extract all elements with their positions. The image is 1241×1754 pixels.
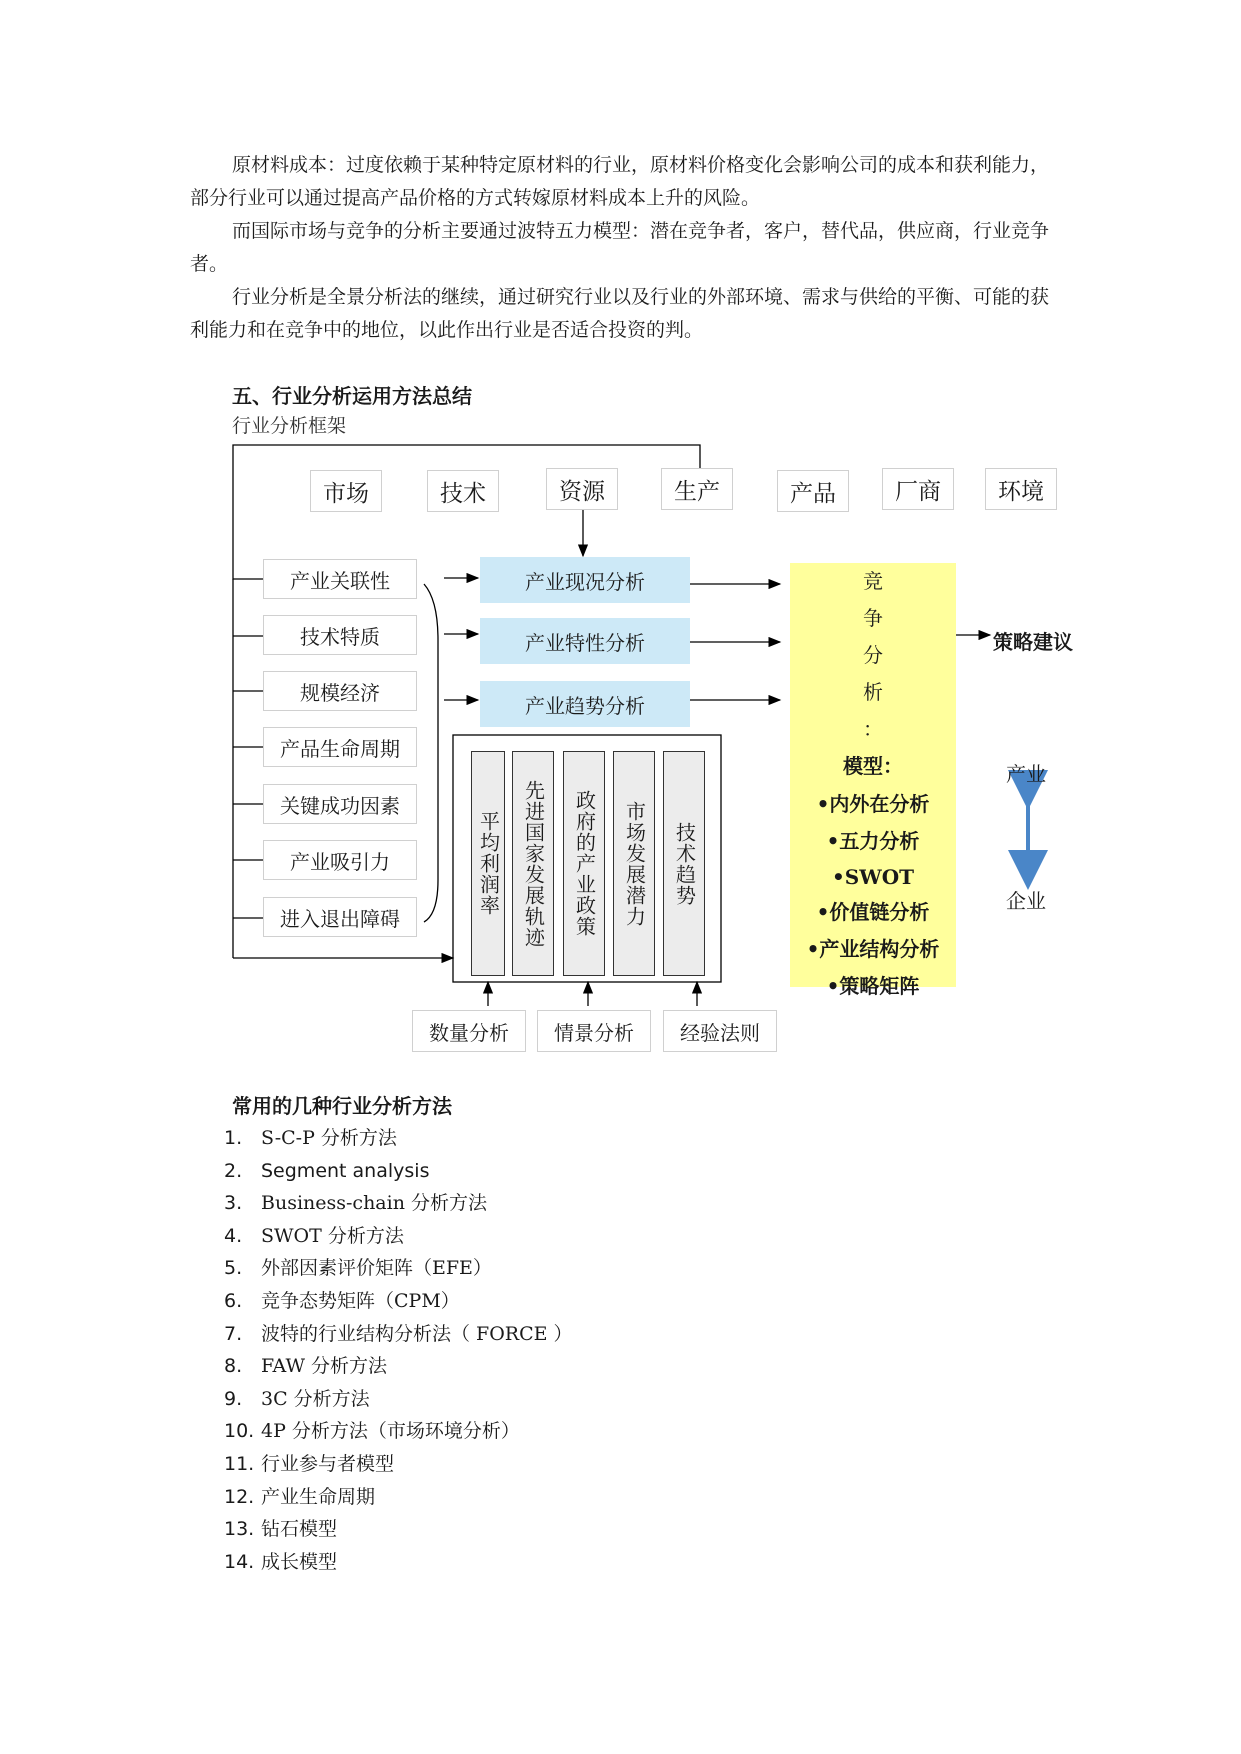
competition-line: ： [863, 717, 883, 741]
framework-label: 行业分析框架 [232, 415, 347, 437]
left-factor-life-cycle: 产品生命周期 [263, 727, 417, 767]
competition-line: 竞 [863, 569, 883, 593]
left-factor-industry-linkage: 产业关联性 [263, 559, 417, 599]
factor-market: 市场 [310, 470, 382, 512]
axis-industry-label: 产业 [1006, 762, 1046, 786]
list-item: 12. 产业生命周期 [224, 1485, 376, 1508]
competition-line: •SWOT [832, 865, 914, 889]
list-item: 9. 3C 分析方法 [224, 1387, 370, 1410]
strategy-label: 策略建议 [993, 630, 1073, 654]
column-developed-countries: 先进国家发展轨迹 [512, 751, 554, 976]
section-heading: 五、行业分析运用方法总结 [232, 384, 472, 408]
method-rule-of-thumb: 经验法则 [663, 1010, 777, 1052]
analysis-trend: 产业趋势分析 [480, 681, 690, 727]
list-item: 1. S-C-P 分析方法 [224, 1127, 397, 1149]
paragraph-industry-analysis: 行业分析是全景分析法的继续，通过研究行业以及行业的外部环境、需求与供给的平衡、可能的获利能力和在竞争中的地位，以此作出行业是否适合投资的判。 [190, 286, 1050, 341]
list-item: 3. Business-chain 分析方法 [224, 1192, 487, 1215]
competition-line: 分 [863, 643, 883, 667]
list-item: 5. 外部因素评价矩阵（EFE） [224, 1257, 492, 1280]
left-factor-key-success: 关键成功因素 [263, 784, 417, 824]
methods-list [224, 1122, 573, 1578]
method-quantitative: 数量分析 [412, 1010, 526, 1052]
paragraph-international-market: 而国际市场与竞争的分析主要通过波特五力模型：潜在竞争者，客户，替代品，供应商，行业竞争者。 [190, 220, 1050, 275]
left-factor-scale-economy: 规模经济 [263, 671, 417, 711]
analysis-characteristics: 产业特性分析 [480, 618, 690, 664]
factor-environment: 环境 [985, 468, 1057, 510]
column-government-policy: 政府的产业政策 [563, 751, 605, 976]
column-market-potential: 市场发展潜力 [613, 751, 655, 976]
column-average-profit: 平均利润率 [471, 751, 505, 976]
analysis-current-status: 产业现况分析 [480, 557, 690, 603]
factor-production: 生产 [661, 468, 733, 510]
list-item: 13. 钻石模型 [224, 1518, 338, 1541]
left-factor-entry-exit: 进入退出障碍 [263, 897, 417, 937]
competition-line: •价值链分析 [816, 900, 930, 924]
competition-line: •内外在分析 [816, 792, 930, 816]
competition-line: •策略矩阵 [826, 974, 920, 998]
list-item: 10. 4P 分析方法（市场环境分析） [224, 1420, 520, 1443]
competition-line: 争 [863, 606, 883, 630]
factor-resource: 资源 [546, 468, 618, 510]
competition-line: •产业结构分析 [806, 937, 940, 961]
list-item: 7. 波特的行业结构分析法（ FORCE ） [224, 1322, 573, 1345]
factor-technology: 技术 [427, 470, 499, 512]
left-factor-tech-traits: 技术特质 [263, 615, 417, 655]
list-item: 8. FAW 分析方法 [224, 1355, 388, 1378]
competition-line: 模型： [843, 754, 903, 778]
list-item: 4. SWOT 分析方法 [224, 1224, 404, 1247]
factor-product: 产品 [777, 470, 849, 512]
list-item: 2. Segment analysis [224, 1159, 430, 1182]
method-scenario: 情景分析 [537, 1010, 651, 1052]
column-tech-trend: 技术趋势 [663, 751, 705, 976]
competition-line: 析 [863, 680, 883, 704]
list-item: 11. 行业参与者模型 [224, 1452, 395, 1475]
methods-heading: 常用的几种行业分析方法 [232, 1094, 452, 1118]
factor-manufacturer: 厂商 [882, 468, 954, 510]
competition-line: •五力分析 [826, 829, 920, 853]
axis-enterprise-label: 企业 [1006, 889, 1046, 913]
paragraph-raw-material: 原材料成本：过度依赖于某种特定原材料的行业，原材料价格变化会影响公司的成本和获利能力，部分行业可以通过提高产品价格的方式转嫁原材料成本上升的风险。 [190, 154, 1050, 209]
left-factor-attractiveness: 产业吸引力 [263, 840, 417, 880]
list-item: 6. 竞争态势矩阵（CPM） [224, 1289, 460, 1312]
list-item: 14. 成长模型 [224, 1550, 338, 1573]
